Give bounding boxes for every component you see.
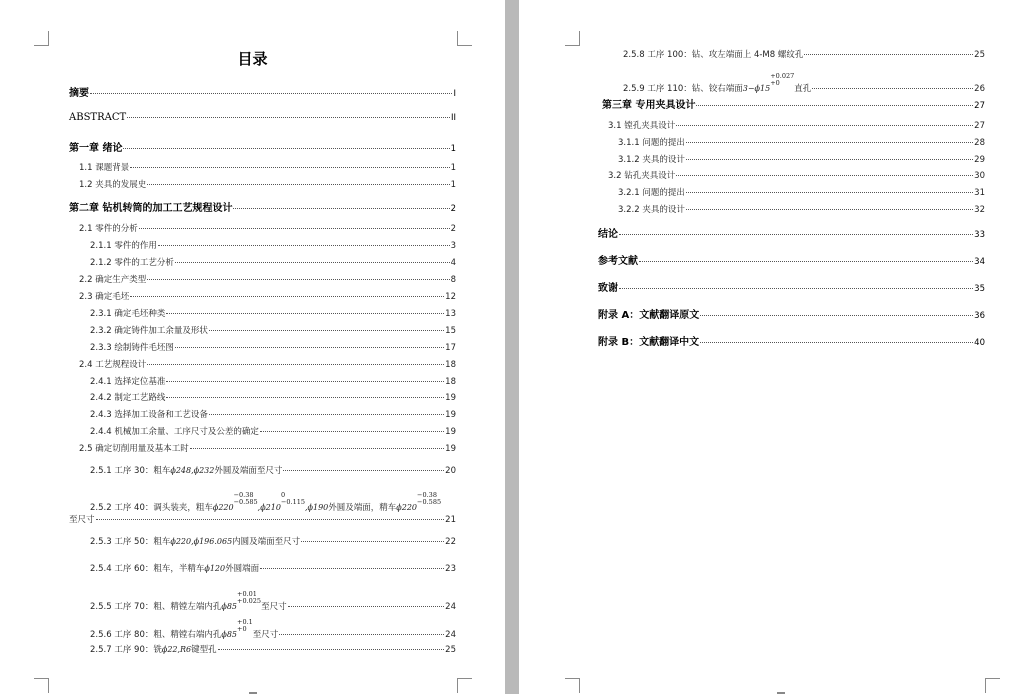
crop-mark: [985, 678, 1000, 693]
toc-entry[interactable]: [608, 119, 985, 131]
toc-entry-page: 20: [445, 466, 456, 476]
toc-entry-page: 26: [974, 84, 985, 94]
document-page-right: [519, 0, 1019, 694]
toc-entry-page: 24: [445, 630, 456, 640]
toc-entry-page: 24: [445, 602, 456, 612]
toc-entry-text: 2.5.6 工序 80：粗、精镗右端内孔ϕ85+0.1 +0至尺寸: [90, 618, 279, 640]
toc-entry[interactable]: [90, 643, 456, 655]
toc-entry[interactable]: [79, 358, 456, 370]
toc-entry[interactable]: [90, 535, 456, 547]
toc-entry[interactable]: [90, 391, 456, 403]
formula: ϕ85: [221, 630, 237, 639]
toc-entry[interactable]: [598, 252, 985, 267]
formula: ϕ120: [204, 564, 226, 573]
formula: ϕ22,R6: [161, 645, 192, 654]
toc-entry-text: 参考文献: [598, 256, 638, 267]
leader-dots: [147, 279, 449, 280]
leader-dots: [700, 342, 973, 343]
toc-entry-text: 1.1 课题背景: [79, 163, 130, 173]
toc-entry-text: 2.1 零件的分析: [79, 224, 138, 234]
toc-entry-page: 3: [450, 241, 456, 251]
leader-dots: [166, 313, 444, 314]
toc-title: 目录: [237, 50, 268, 68]
toc-entry[interactable]: [90, 619, 456, 640]
toc-entry[interactable]: [618, 153, 985, 165]
toc-entry-page: 13: [445, 309, 456, 319]
toc-entry-text: 2.5.8 工序 100：钻、攻左端面上 4-M8 螺纹孔: [623, 50, 804, 60]
toc-entry-page: 12: [445, 292, 456, 302]
toc-entry-text: 2.2 确定生产类型: [79, 275, 147, 285]
toc-entry[interactable]: [602, 96, 985, 111]
toc-entry-text: 1.2 夹具的发展史: [79, 180, 147, 190]
toc-entry-text: 2.4.2 制定工艺路线: [90, 393, 166, 403]
toc-entry-text: 2.4.4 机械加工余量、工序尺寸及公差的确定: [90, 427, 259, 437]
toc-entry-text: 2.1.2 零件的工艺分析: [90, 258, 174, 268]
leader-dots: [676, 125, 973, 126]
page-gutter: [505, 0, 519, 694]
leader-dots: [123, 148, 449, 149]
toc-entry[interactable]: [608, 169, 985, 181]
leader-dots: [639, 261, 973, 262]
toc-entry-text: 3.1.2 夹具的设计: [618, 155, 685, 165]
leader-dots: [812, 88, 973, 89]
toc-entry-text: 2.4.3 选择加工设备和工艺设备: [90, 410, 208, 420]
toc-entry-page: 18: [445, 360, 456, 370]
toc-entry[interactable]: [623, 48, 985, 60]
toc-entry-page: 19: [445, 393, 456, 403]
toc-entry[interactable]: [69, 199, 456, 214]
toc-entry-text: 3.2 钻孔夹具设计: [608, 171, 676, 181]
toc-entry-page: 25: [974, 50, 985, 60]
toc-entry[interactable]: [618, 186, 985, 198]
toc-entry[interactable]: [90, 425, 456, 437]
leader-dots: [130, 167, 449, 168]
toc-entry-page: I: [453, 89, 456, 99]
toc-entry-page: 2: [450, 224, 456, 234]
toc-entry-page: 2: [450, 204, 456, 214]
leader-dots: [139, 228, 450, 229]
toc-entry-text: 附录 A：文献翻译原文: [598, 310, 700, 321]
toc-entry-page: 33: [974, 230, 985, 240]
leader-dots: [283, 470, 444, 471]
leader-dots: [260, 431, 444, 432]
toc-entry-page: 19: [445, 427, 456, 437]
leader-dots: [190, 448, 444, 449]
leader-dots: [619, 288, 973, 289]
toc-entry[interactable]: [90, 307, 456, 319]
leader-dots: [619, 234, 973, 235]
toc-entry-text: 2.1.1 零件的作用: [90, 241, 157, 251]
toc-entry-page: 17: [445, 343, 456, 353]
toc-entry-page: 1: [450, 144, 456, 154]
toc-entry-text: 2.5.9 工序 110：钻、铰右端面3−ϕ15+0.027 +0直孔: [623, 72, 812, 94]
leader-dots: [804, 54, 973, 55]
toc-entry-text: 2.3 确定毛坯: [79, 292, 130, 302]
formula: 3−ϕ15: [742, 84, 771, 93]
leader-dots: [301, 541, 444, 542]
document-page-left: [0, 0, 505, 694]
toc-entry[interactable]: [598, 306, 985, 321]
toc-entry[interactable]: [90, 464, 456, 476]
toc-entry-page: 1: [450, 180, 456, 190]
leader-dots: [288, 606, 445, 607]
crop-mark: [34, 678, 49, 693]
toc-entry[interactable]: [598, 333, 985, 348]
leader-dots: [686, 209, 973, 210]
toc-entry[interactable]: [69, 84, 456, 99]
leader-dots: [686, 159, 973, 160]
toc-entry-text: 结论: [598, 229, 618, 240]
toc-entry-text: 3.2.1 问题的提出: [618, 188, 685, 198]
toc-entry-text: 2.3.3 绘制铸件毛坯图: [90, 343, 174, 353]
toc-entry-page: 27: [974, 101, 985, 111]
toc-entry[interactable]: [90, 239, 456, 251]
leader-dots: [279, 634, 444, 635]
toc-entry-text: 2.5.3 工序 50：粗车ϕ220,ϕ196.065内圆及端面至尺寸: [90, 537, 301, 547]
leader-dots: [147, 184, 449, 185]
leader-dots: [686, 192, 973, 193]
toc-entry[interactable]: [79, 273, 456, 285]
toc-entry[interactable]: [90, 324, 456, 336]
toc-entry[interactable]: [79, 442, 456, 454]
toc-entry[interactable]: [69, 139, 456, 154]
toc-entry-page: 23: [445, 564, 456, 574]
toc-entry-text: ABSTRACT: [69, 112, 127, 123]
leader-dots: [260, 568, 444, 569]
toc-entry-text: 摘要: [69, 88, 89, 99]
toc-entry-text: 2.3.2 确定铸件加工余量及形状: [90, 326, 208, 336]
toc-entry[interactable]: [90, 375, 456, 387]
toc-entry-page: 19: [445, 444, 456, 454]
toc-entry-text: 第三章 专用夹具设计: [602, 100, 696, 111]
toc-entry-text: 3.1.1 问题的提出: [618, 138, 685, 148]
formula: ϕ85: [221, 602, 237, 611]
leader-dots: [175, 262, 450, 263]
leader-dots: [686, 142, 973, 143]
toc-entry[interactable]: [623, 73, 985, 94]
toc-entry-page: 36: [974, 311, 985, 321]
toc-entry-text: 3.2.2 夹具的设计: [618, 205, 685, 215]
toc-entry-text: 2.5 确定切削用量及基本工时: [79, 444, 189, 454]
toc-entry-text: 2.5.5 工序 70：粗、精镗左端内孔ϕ85+0.01 +0.025至尺寸: [90, 590, 287, 612]
toc-entry-text: 2.5.4 工序 60：粗车，半精车ϕ120外圆端面: [90, 564, 260, 574]
toc-entry-page: 1: [450, 163, 456, 173]
leader-dots: [700, 315, 973, 316]
leader-dots: [218, 649, 445, 650]
toc-entry-text: 2.4 工艺规程设计: [79, 360, 147, 370]
toc-entry-page: 35: [974, 284, 985, 294]
toc-entry-page: 8: [450, 275, 456, 285]
toc-entry-page: 40: [974, 338, 985, 348]
crop-mark: [457, 31, 472, 46]
toc-entry[interactable]: [598, 279, 985, 294]
toc-entry-text: 2.4.1 选择定位基准: [90, 377, 166, 387]
toc-entry[interactable]: [79, 290, 456, 302]
toc-entry[interactable]: [618, 203, 985, 215]
toc-entry-text: 致谢: [598, 283, 618, 294]
toc-entry-text: 2.3.1 确定毛坯种类: [90, 309, 166, 319]
toc-entry-page: 32: [974, 205, 985, 215]
toc-entry[interactable]: [79, 178, 456, 190]
toc-entry-page: 15: [445, 326, 456, 336]
toc-entry[interactable]: [618, 136, 985, 148]
toc-entry-page: 31: [974, 188, 985, 198]
leader-dots: [127, 117, 450, 118]
crop-mark: [565, 31, 580, 46]
leader-dots: [96, 519, 445, 520]
leader-dots: [158, 245, 450, 246]
crop-mark: [34, 31, 49, 46]
toc-entry-page: 29: [974, 155, 985, 165]
toc-entry-line1[interactable]: 2.5.2 工序 40：调头装夹，粗车ϕ220−0.38 −0.585,ϕ2100 −0.115,ϕ190外圆及端面，精车ϕ220−0.38 −0.585: [90, 491, 442, 513]
toc-entry[interactable]: [90, 408, 456, 420]
toc-entry-page: 22: [445, 537, 456, 547]
toc-entry-page: 27: [974, 121, 985, 131]
toc-entry-page: 4: [450, 258, 456, 268]
leader-dots: [166, 381, 444, 382]
toc-entry-page: II: [450, 113, 456, 123]
toc-entry-text: 2.5.1 工序 30：粗车ϕ248,ϕ232外圆及端面至尺寸: [90, 466, 283, 476]
toc-entry-page: 25: [445, 645, 456, 655]
toc-entry[interactable]: [90, 562, 456, 574]
toc-entry-text: 3.1 镗孔夹具设计: [608, 121, 676, 131]
leader-dots: [90, 93, 452, 94]
crop-mark: [457, 678, 472, 693]
leader-dots: [209, 330, 444, 331]
toc-entry-text: 第一章 绪论: [69, 143, 123, 154]
leader-dots: [696, 105, 973, 106]
leader-dots: [147, 364, 444, 365]
toc-entry-text: 至尺寸: [69, 515, 95, 525]
toc-entry-page: 18: [445, 377, 456, 387]
formula: ϕ220,ϕ196.065: [170, 537, 233, 546]
toc-entry-text: 附录 B：文献翻译中文: [598, 337, 700, 348]
leader-dots: [676, 175, 973, 176]
toc-entry[interactable]: [90, 256, 456, 268]
formula: ϕ248,ϕ232: [170, 466, 215, 475]
toc-entry[interactable]: [90, 341, 456, 353]
leader-dots: [130, 296, 444, 297]
leader-dots: [166, 397, 444, 398]
toc-entry[interactable]: [90, 591, 456, 612]
toc-entry-page: 34: [974, 257, 985, 267]
leader-dots: [233, 208, 449, 209]
toc-entry-line2[interactable]: [69, 513, 456, 525]
leader-dots: [175, 347, 444, 348]
toc-entry[interactable]: [598, 225, 985, 240]
toc-entry-page: 30: [974, 171, 985, 181]
toc-entry[interactable]: [69, 112, 456, 123]
toc-entry[interactable]: [79, 222, 456, 234]
crop-mark: [565, 678, 580, 693]
toc-entry-page: 19: [445, 410, 456, 420]
toc-entry-text: 第二章 钻机转筒的加工工艺规程设计: [69, 203, 233, 214]
toc-entry-page: 28: [974, 138, 985, 148]
leader-dots: [209, 414, 444, 415]
toc-entry-text: 2.5.7 工序 90：铣ϕ22,R6键型孔: [90, 645, 217, 655]
toc-entry-page: 21: [445, 515, 456, 525]
toc-entry[interactable]: [79, 161, 456, 173]
